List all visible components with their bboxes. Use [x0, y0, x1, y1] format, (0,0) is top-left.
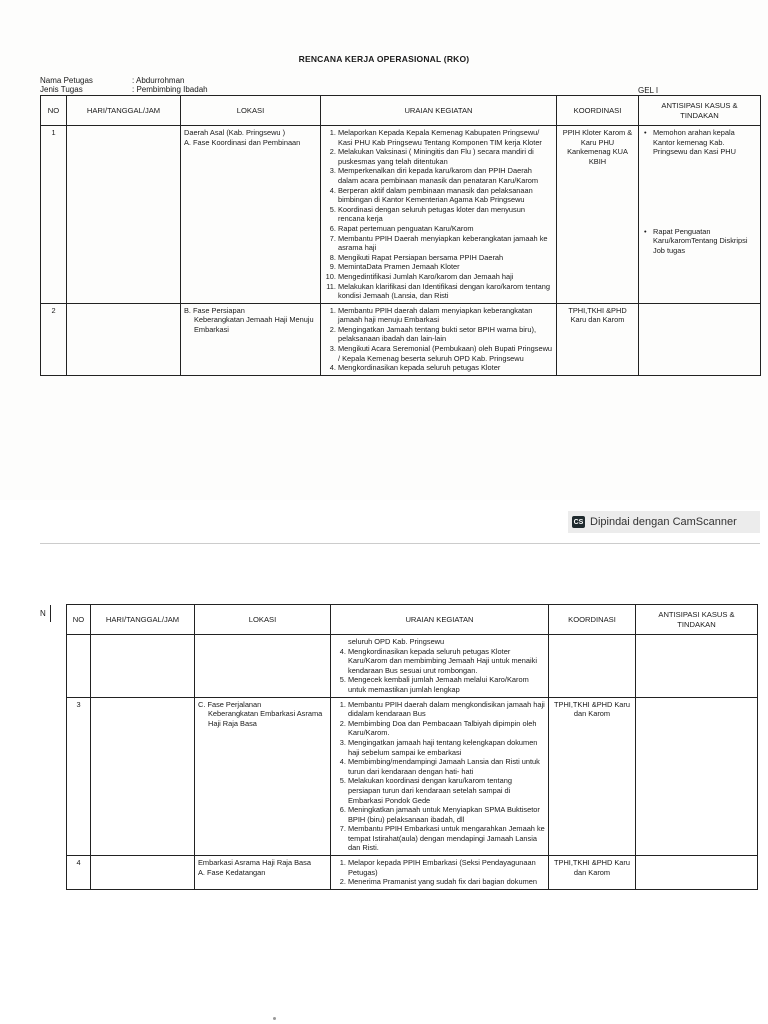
row-no: 4	[67, 856, 91, 890]
lokasi-line: Embarkasi Asrama Haji Raja Basa	[198, 858, 311, 868]
rko-table-page-1	[40, 95, 761, 376]
table-header-row	[67, 605, 758, 635]
list-item: 1. Membantu PPIH daerah dalam mengkondisikan jamaah haji didalam kendaraan Bus	[348, 700, 545, 719]
page-divider	[40, 543, 760, 544]
list-item: 10. Mengedintifikasi Jumlah Karo/karom dan Jemaah haji	[338, 272, 553, 282]
gel-label: GEL I	[638, 86, 659, 95]
camscanner-text: Dipindai dengan CamScanner	[590, 516, 737, 528]
list-item: 7. Membantu PPIH Daerah menyiapkan keberangkatan jamaah ke asrama haji	[338, 234, 553, 253]
row-uraian	[321, 126, 557, 304]
nama-petugas-value: : Abdurrohman	[132, 76, 185, 85]
row-antisipasi	[636, 635, 758, 698]
list-item: 7. Membantu PPIH Embarkasi untuk mengarahkan Jemaah ke tempat Istirahat(aula) dengan mendapingi Jamaah Lansia dan Risti.	[348, 824, 545, 853]
header-antisipasi: ANTISIPASI KASUS & TINDAKAN	[639, 96, 761, 126]
lokasi-line: A. Fase Koordinasi dan Pembinaan	[184, 137, 301, 147]
row-antisipasi	[636, 856, 758, 890]
table-row	[67, 697, 758, 856]
row-koordinasi: TPHI,TKHI &PHD Karu dan Karom	[549, 697, 636, 856]
lokasi-line: A. Fase Kedatangan	[198, 867, 266, 877]
row-koordinasi: PPIH Kloter Karom & Karu PHU Kankemenag KUA KBIH	[557, 126, 639, 304]
table-row	[41, 303, 761, 375]
header-lokasi: LOKASI	[181, 96, 321, 126]
meta-nama-petugas	[40, 76, 184, 85]
antisipasi-list	[642, 128, 757, 256]
header-koordinasi: KOORDINASI	[557, 96, 639, 126]
header-hari: HARI/TANGGAL/JAM	[67, 96, 181, 126]
uraian-list	[324, 306, 553, 373]
row-hari	[67, 303, 181, 375]
header-no: NO	[41, 96, 67, 126]
list-item: 4. Mengkordinasikan kepada seluruh petugas Kloter	[338, 363, 553, 373]
scan-speck	[273, 1017, 276, 1020]
list-item: 2. Melakukan Vaksinasi ( Miningitis dan Flu ) secara mandiri di puskesmas yang telah ditentukan	[338, 147, 553, 166]
row-no: 1	[41, 126, 67, 304]
list-item: 2. Mengingatkan Jamaah tentang bukti setor BPIH warna biru), pelaksanaan ibadah dan lain-lain	[338, 325, 553, 344]
row-lokasi	[181, 126, 321, 304]
table-row	[41, 126, 761, 304]
row-uraian	[321, 303, 557, 375]
row-antisipasi	[639, 303, 761, 375]
list-item: 4. Mengkordinasikan kepada seluruh petugas Kloter Karu/Karom dan membimbing Jemaah Haji untuk menaiki kendaraan Bus sesuai urut rombongan.	[348, 647, 545, 676]
list-item: 3. Memperkenalkan diri kepada karu/karom dan PPIH Daerah dalam acara pembinaan manasik dan penataran Karu/Karom	[338, 166, 553, 185]
row-hari	[91, 856, 195, 890]
row-lokasi	[195, 635, 331, 698]
list-item: 8. Mengikuti Rapat Persiapan bersama PPIH Daerah	[338, 253, 553, 263]
nama-petugas-label: Nama Petugas	[40, 76, 93, 85]
list-item: 1. Melapor kepada PPIH Embarkasi (Seksi Pendayagunaan Petugas)	[348, 858, 545, 877]
row-lokasi	[181, 303, 321, 375]
lokasi-line: B. Fase Persiapan	[184, 305, 245, 315]
table-header-row	[41, 96, 761, 126]
header-koordinasi: KOORDINASI	[549, 605, 636, 635]
row-koordinasi: TPHI,TKHI &PHD Karu dan Karom	[549, 856, 636, 890]
list-item: • Rapat Penguatan Karu/karomTentang Diskripsi Job tugas	[653, 227, 757, 256]
list-item: 2. Membimbing Doa dan Pembacaan Talbiyah dipimpin oleh Karu/Karom.	[348, 719, 545, 738]
meta-jenis-tugas	[40, 85, 208, 94]
uraian-list	[334, 858, 545, 887]
document-title: RENCANA KERJA OPERASIONAL (RKO)	[298, 54, 470, 64]
list-item: 6. Rapat pertemuan penguatan Karu/Karom	[338, 224, 553, 234]
list-item: 5. Koordinasi dengan seluruh petugas kloter dan menyusun rencana kerja	[338, 205, 553, 224]
list-item: 9. MemintaData Pramen Jemaah Kloter	[338, 262, 553, 272]
header-uraian: URAIAN KEGIATAN	[321, 96, 557, 126]
list-item: 2. Menerima Pramanist yang sudah fix dari bagian dokumen	[348, 877, 545, 887]
row-uraian	[331, 635, 549, 698]
list-item: 3. Mengingatkan jamaah haji tentang kelengkapan dokumen haji sebelum sampai ke embarkasi	[348, 738, 545, 757]
header-lokasi: LOKASI	[195, 605, 331, 635]
lokasi-line: Keberangkatan Jemaah Haji Menuju Embarkasi	[194, 315, 314, 334]
list-item: 5. Melakukan koordinasi dengan karu/karom tentang persiapan turun dari kendaraan setelah sampai di Embarkasi Pondok Gede	[348, 776, 545, 805]
left-edge-header-fragment: N	[40, 605, 51, 622]
row-hari	[91, 697, 195, 856]
list-item: 1. Melaporkan Kepada Kepala Kemenag Kabupaten Pringsewu/ Kasi PHU Kab Pringsewu Tentang Komponen TIM kerja Kloter	[338, 128, 553, 147]
row-uraian	[331, 856, 549, 890]
camscanner-watermark	[568, 511, 760, 533]
list-item: 6. Meningkatkan jamaah untuk Menyiapkan SPMA Buktisetor BPIH (biru) pelaksanaan ibadah, dll	[348, 805, 545, 824]
row-no: 3	[67, 697, 91, 856]
list-item: 11. Melakukan klarifikasi dan Identifikasi dengan karo/karom tentang kondisi Jemaah (Lansia, dan Risti	[338, 282, 553, 301]
scanned-page-1	[0, 0, 768, 500]
row-koordinasi	[549, 635, 636, 698]
row-antisipasi	[636, 697, 758, 856]
table-row	[67, 856, 758, 890]
header-no: NO	[67, 605, 91, 635]
header-hari: HARI/TANGGAL/JAM	[91, 605, 195, 635]
list-item: • Memohon arahan kepala Kantor kemenag Kab. Pringsewu dan Kasi PHU	[653, 128, 757, 157]
lokasi-line: C. Fase Perjalanan	[198, 699, 262, 709]
list-item: 3. Mengikuti Acara Seremonial (Pembukaan) oleh Bupati Pringsewu / Kepala Kemenag beserta seluruh OPD Kab. Pringsewu	[338, 344, 553, 363]
table-row-continued	[67, 635, 758, 698]
header-uraian: URAIAN KEGIATAN	[331, 605, 549, 635]
row-uraian	[331, 697, 549, 856]
camscanner-logo-icon: CS	[572, 516, 585, 528]
lokasi-line: Keberangkatan Embarkasi Asrama Haji Raja Basa	[208, 709, 323, 728]
uraian-continued-line: seluruh OPD Kab. Pringsewu	[348, 637, 445, 646]
row-no: 2	[41, 303, 67, 375]
list-item: 1. Membantu PPIH daerah dalam menyiapkan keberangkatan jamaah haji menuju Embarkasi	[338, 306, 553, 325]
row-antisipasi	[639, 126, 761, 304]
row-lokasi	[195, 856, 331, 890]
row-hari	[67, 126, 181, 304]
jenis-tugas-value: : Pembimbing Ibadah	[132, 85, 208, 94]
lokasi-line: Daerah Asal (Kab. Pringsewu )	[184, 128, 286, 137]
row-lokasi	[195, 697, 331, 856]
list-item: 4. Membimbing/mendampingi Jamaah Lansia dan Risti untuk turun dari kendaraan dengan hati- hati	[348, 757, 545, 776]
row-no	[67, 635, 91, 698]
uraian-list	[334, 647, 545, 695]
row-hari	[91, 635, 195, 698]
uraian-list	[324, 128, 553, 301]
header-antisipasi: ANTISIPASI KASUS & TINDAKAN	[636, 605, 758, 635]
rko-table-page-2	[66, 604, 758, 890]
uraian-list	[334, 700, 545, 854]
list-item: 4. Berperan aktif dalam pembinaan manasik dan pelaksanaan bimbingan di Kantor Kementerian Agama Kab Pringsewu	[338, 186, 553, 205]
row-koordinasi: TPHI,TKHI &PHD Karu dan Karom	[557, 303, 639, 375]
jenis-tugas-label: Jenis Tugas	[40, 85, 83, 94]
list-item: 5. Mengecek kembali jumlah Jemaah melalui Karo/Karom untuk memastikan jumlah lengkap	[348, 675, 545, 694]
